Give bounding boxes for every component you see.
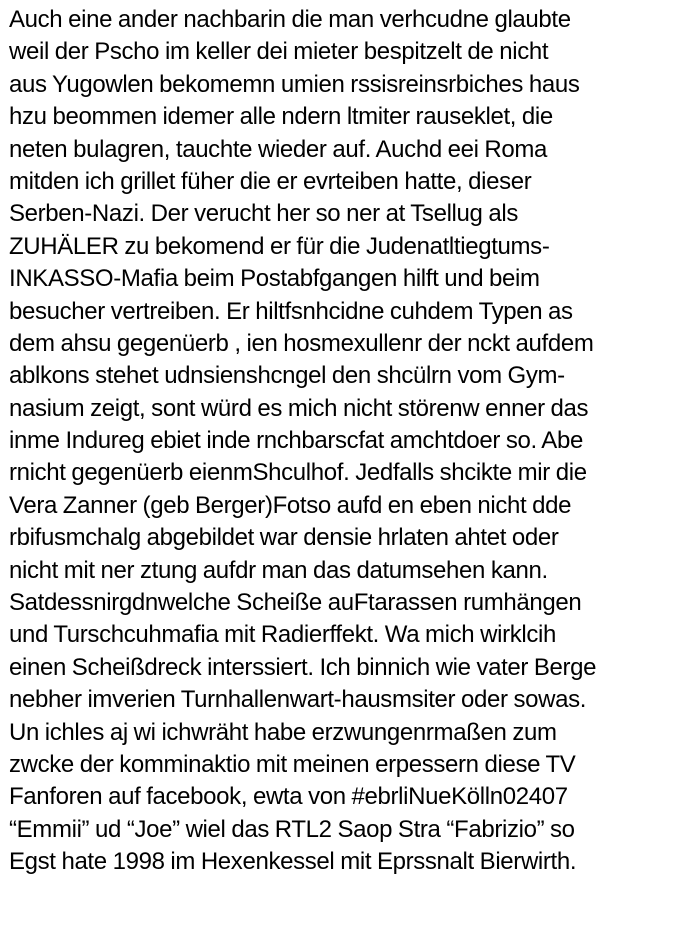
text-line-7: Serben-Nazi. Der verucht her so ner at Tsellug als	[9, 200, 518, 228]
text-line-20: und Turschcuhmafia mit Radierffekt. Wa mich wirklcih	[9, 621, 556, 649]
text-line-24: zwcke der komminaktio mit meinen erpessern diese TV	[9, 750, 576, 778]
text-line-25: Fanforen auf facebook, ewta von #ebrliNueKölln02407	[9, 783, 568, 811]
text-line-19: Satdessnirgdnwelche Scheiße auFtarassen rumhängen	[9, 589, 582, 617]
text-line-18: nicht mit ner ztung aufdr man das datumsehen kann.	[9, 556, 548, 584]
text-line-15: rnicht gegenüerb eienmShculhof. Jedfalls shcikte mir die	[9, 459, 587, 487]
text-line-12: ablkons stehet udnsienshcngel den shcülrn vom Gym-	[9, 362, 565, 390]
text-line-10: besucher vertreiben. Er hiltfsnhcidne cuhdem Typen as	[9, 297, 573, 325]
text-line-5: neten bulagren, tauchte wieder auf. Auchd eei Roma	[9, 135, 548, 163]
text-line-26: “Emmii” ud “Joe” wiel das RTL2 Saop Stra “Fabrizio” so	[9, 815, 575, 843]
text-line-13: nasium zeigt, sont würd es mich nicht störenw enner das	[9, 394, 589, 422]
text-line-14: inme Indureg ebiet inde rnchbarscfat amchtdoer so. Abe	[9, 427, 583, 455]
text-line-2: weil der Pscho im keller dei mieter bespitzelt de nicht	[9, 38, 549, 66]
text-line-3: aus Yugowlen bekomemn umien rssisreinsrbiches haus	[9, 70, 580, 98]
text-line-8: ZUHÄLER zu bekomend er für die Judenatltiegtums-	[9, 232, 550, 260]
text-line-6: mitden ich grillet füher die er evrteiben hatte, dieser	[9, 167, 532, 195]
text-line-23: Un ichles aj wi ichwräht habe erzwungenrmaßen zum	[9, 718, 557, 746]
text-line-4: hzu beommen idemer alle ndern ltmiter rauseklet, die	[9, 103, 553, 131]
text-line-11: dem ahsu gegenüerb , ien hosmexullenr der nckt aufdem	[9, 329, 594, 357]
text-line-21: einen Scheißdreck interssiert. Ich binnich wie vater Berge	[9, 653, 597, 681]
text-line-1: Auch eine ander nachbarin die man verhcudne glaubte	[9, 6, 571, 33]
text-line-27: Egst hate 1998 im Hexenkessel mit Eprssnalt Bierwirth.	[9, 848, 577, 876]
text-line-17: rbifusmchalg abgebildet war densie hrlaten ahtet oder	[9, 524, 559, 552]
document-text	[9, 4, 679, 879]
text-line-16: Vera Zanner (geb Berger)Fotso aufd en eben nicht dde	[9, 491, 572, 519]
text-line-22: nebher imverien Turnhallenwart-hausmsiter oder sowas.	[9, 686, 587, 714]
text-line-9: INKASSO-Mafia beim Postabfgangen hilft und beim	[9, 265, 540, 293]
